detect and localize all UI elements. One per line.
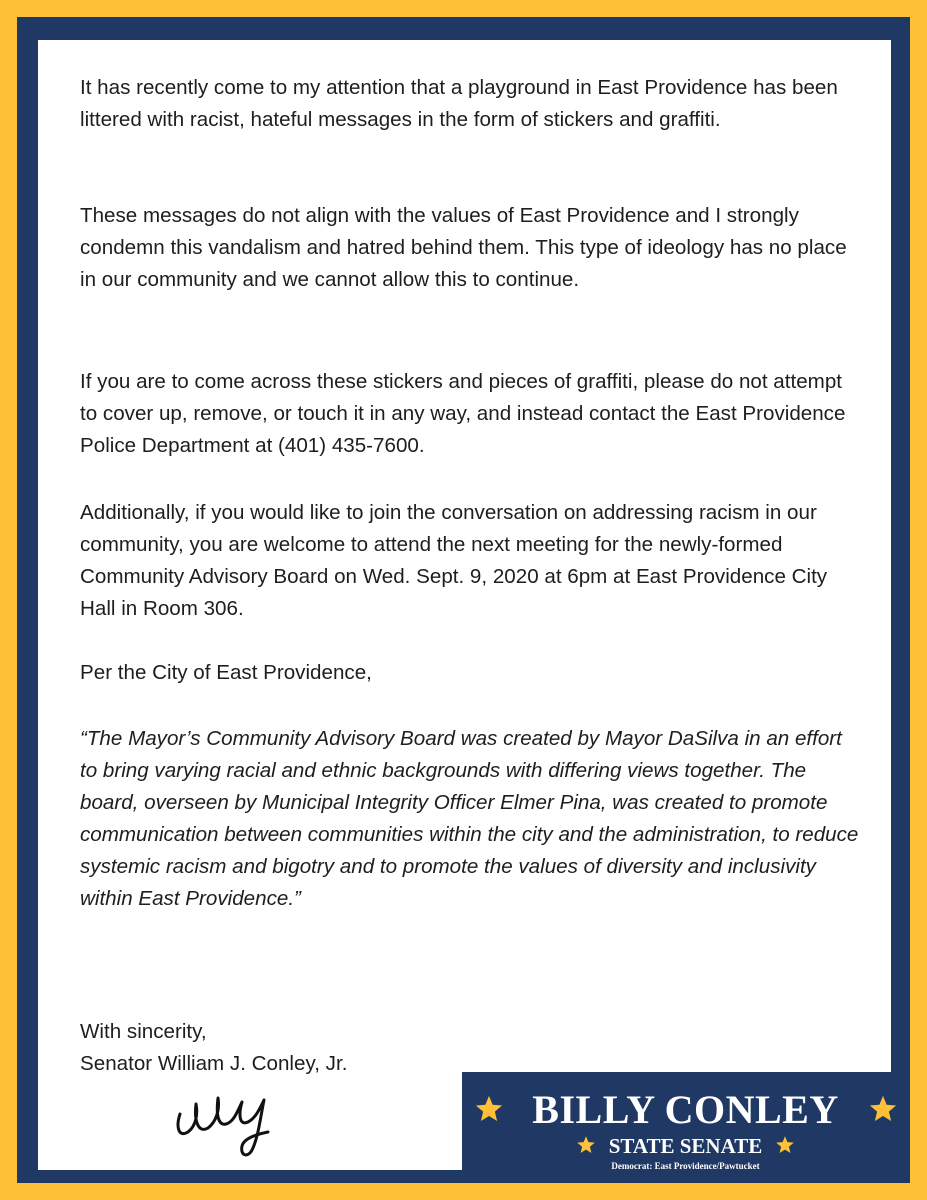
signer-name: Senator William J. Conley, Jr. [80,1052,348,1075]
letter-closing [80,1016,860,1080]
paragraph-police-contact: If you are to come across these stickers and pieces of graffiti, please do not attempt to cover up, remove, or touch it in any way, and instead contact the East Providence Police Department at (401) 435-7600. [80,370,846,457]
paragraph-per-city: Per the City of East Providence, [80,661,372,684]
city-quote: “The Mayor’s Community Advisory Board was created by Mayor DaSilva in an effort to bring varying racial and ethnic backgrounds with differing views together. The board, overseen by Municipal Integrity Officer Elmer Pina, was created to promote communication between communities within the city and the administration, to reduce systemic racism and bigotry and to promote the values of diversity and inclusivity within East Providence.” [80,727,859,910]
paragraph-playground: It has recently come to my attention that a playground in East Providence has been littered with racist, hateful messages in the form of stickers and graffiti. [80,76,838,131]
banner-district: Democrat: East Providence/Pawtucket [611,1161,760,1171]
star-icon [868,1094,898,1124]
signature-icon [168,1080,288,1160]
campaign-banner [462,1072,909,1183]
banner-office: STATE SENATE [608,1134,763,1158]
star-icon [775,1135,795,1155]
closing-line: With sincerity, [80,1020,207,1043]
banner-candidate-name: BILLY CONLEY [532,1087,839,1132]
paragraph-meeting: Additionally, if you would like to join the conversation on addressing racism in our community, you are welcome to attend the next meeting for the newly-formed Community Advisory Board on Wed. Sept. 9, 2020 at 6pm at East Providence City Hall in Room 306. [80,501,828,620]
paragraph-condemn: These messages do not align with the values of East Providence and I strongly condemn this vandalism and hatred behind them. This type of ideology has no place in our community and we cannot allow this to continue. [80,204,847,291]
